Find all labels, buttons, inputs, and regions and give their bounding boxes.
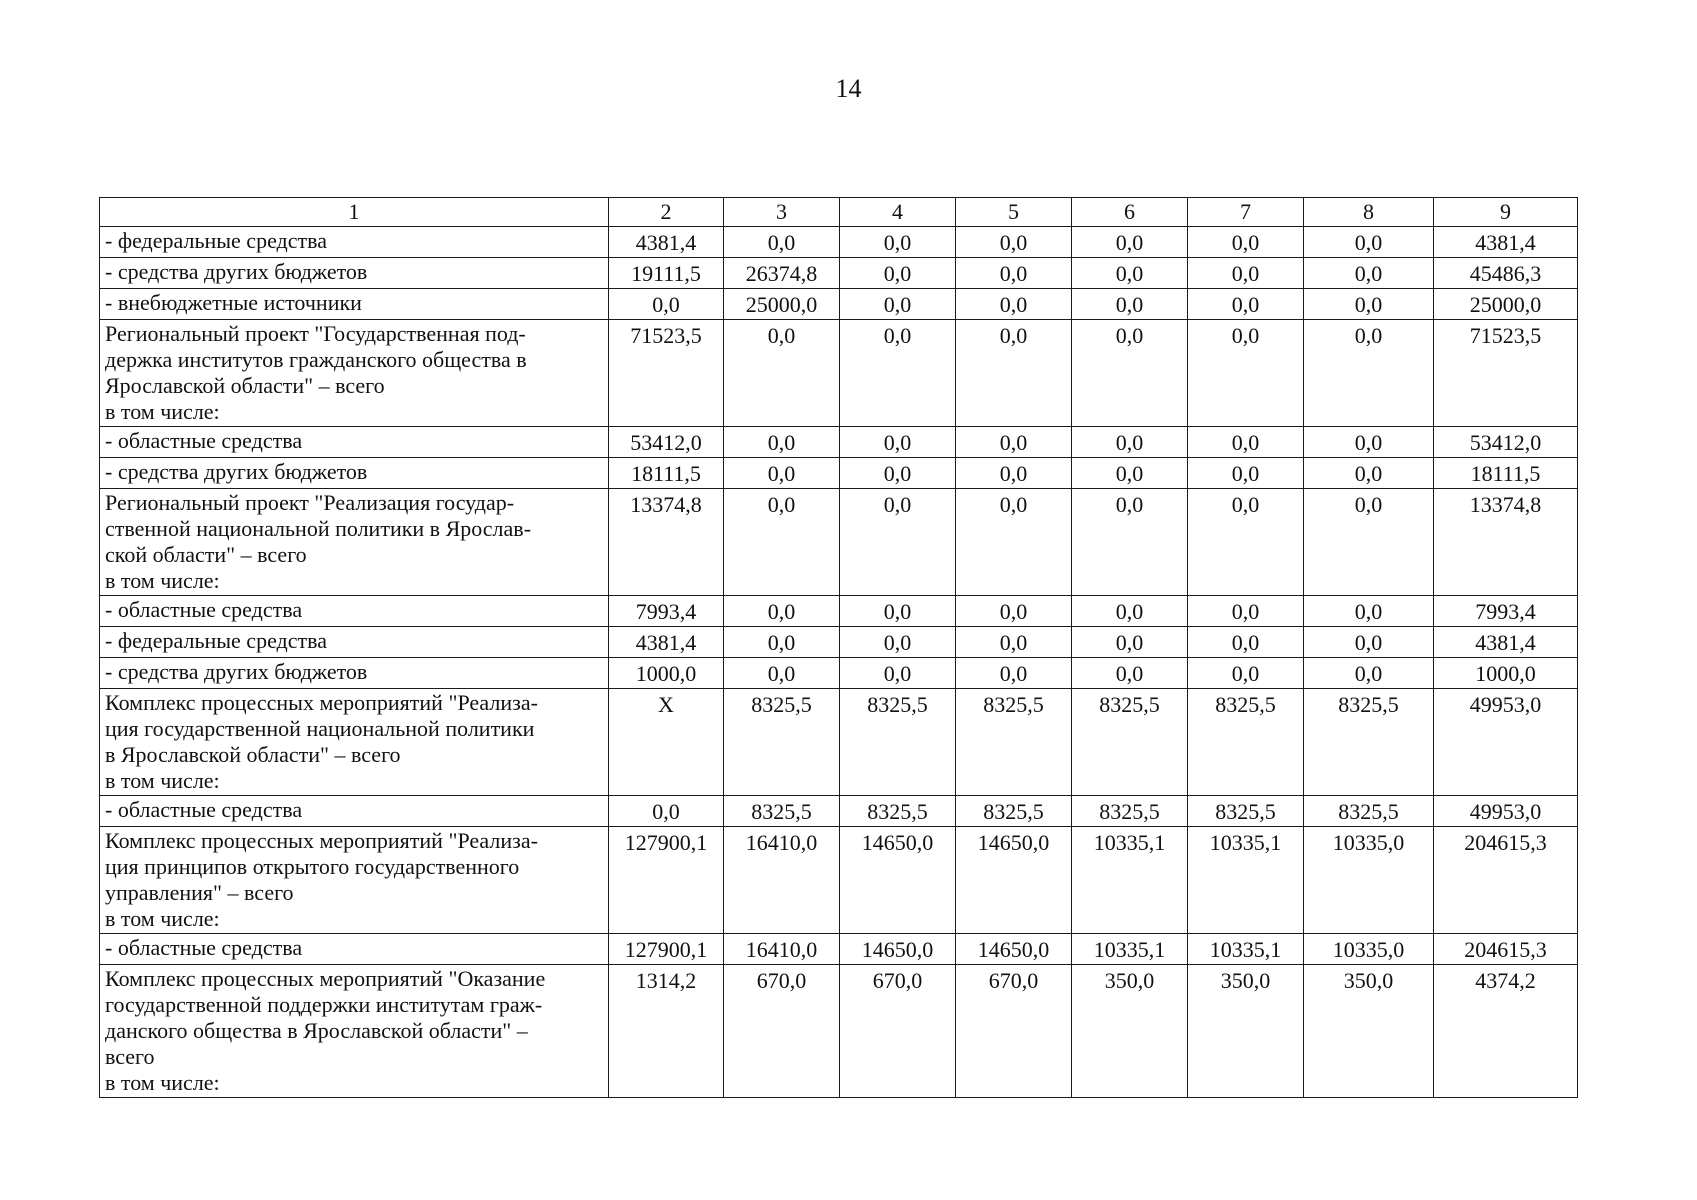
value-cell: 14650,0 — [840, 934, 956, 965]
value-cell: 0,0 — [956, 427, 1072, 458]
row-label-cell: Комплекс процессных мероприятий "Оказание государственной поддержки институтам граж- данского общества в Ярославской области" – всего в том числе: — [100, 965, 609, 1098]
value-cell: 4381,4 — [1434, 627, 1578, 658]
value-cell: 0,0 — [724, 658, 840, 689]
value-cell: 4381,4 — [1434, 227, 1578, 258]
row-label-cell: - областные средства — [100, 796, 609, 827]
value-cell: 49953,0 — [1434, 796, 1578, 827]
value-cell: 53412,0 — [1434, 427, 1578, 458]
value-cell: 8325,5 — [840, 689, 956, 796]
value-cell: 0,0 — [840, 320, 956, 427]
value-cell: 16410,0 — [724, 827, 840, 934]
value-cell: 0,0 — [1304, 258, 1434, 289]
table-row — [100, 827, 1578, 934]
value-cell: 0,0 — [1304, 289, 1434, 320]
value-cell: 8325,5 — [840, 796, 956, 827]
value-cell: 0,0 — [1188, 596, 1304, 627]
value-cell: 0,0 — [956, 658, 1072, 689]
value-cell: 4381,4 — [609, 627, 724, 658]
value-cell: 0,0 — [1188, 627, 1304, 658]
value-cell: 14650,0 — [840, 827, 956, 934]
value-cell: 0,0 — [1304, 427, 1434, 458]
value-cell: 350,0 — [1072, 965, 1188, 1098]
row-label-cell: - внебюджетные источники — [100, 289, 609, 320]
value-cell: 0,0 — [724, 320, 840, 427]
row-label-cell: - средства других бюджетов — [100, 258, 609, 289]
value-cell: 7993,4 — [1434, 596, 1578, 627]
value-cell: 53412,0 — [609, 427, 724, 458]
value-cell: 0,0 — [1072, 627, 1188, 658]
table-row — [100, 427, 1578, 458]
value-cell: 0,0 — [956, 320, 1072, 427]
value-cell: 45486,3 — [1434, 258, 1578, 289]
column-number-row — [100, 198, 1578, 227]
value-cell: 0,0 — [840, 489, 956, 596]
value-cell: 8325,5 — [1304, 796, 1434, 827]
value-cell: 8325,5 — [956, 796, 1072, 827]
value-cell: 0,0 — [724, 427, 840, 458]
table-row — [100, 489, 1578, 596]
column-number-cell: 6 — [1072, 198, 1188, 227]
value-cell: 8325,5 — [1072, 796, 1188, 827]
value-cell: 0,0 — [1072, 258, 1188, 289]
table-row — [100, 689, 1578, 796]
value-cell: 0,0 — [1072, 458, 1188, 489]
row-label-cell: - федеральные средства — [100, 627, 609, 658]
column-number-cell: 4 — [840, 198, 956, 227]
value-cell: 0,0 — [1188, 458, 1304, 489]
value-cell: 0,0 — [1304, 227, 1434, 258]
column-number-cell: 5 — [956, 198, 1072, 227]
value-cell: 0,0 — [1188, 427, 1304, 458]
value-cell: 10335,1 — [1188, 934, 1304, 965]
value-cell: 8325,5 — [1304, 689, 1434, 796]
row-label-cell: - областные средства — [100, 596, 609, 627]
value-cell: 0,0 — [1072, 289, 1188, 320]
value-cell: 10335,1 — [1072, 934, 1188, 965]
row-label-cell: Комплекс процессных мероприятий "Реализа- ция государственной национальной политики в Ярославской области" – всего в том числе: — [100, 689, 609, 796]
value-cell: 670,0 — [956, 965, 1072, 1098]
row-label-cell: - областные средства — [100, 934, 609, 965]
value-cell: 0,0 — [1072, 427, 1188, 458]
value-cell: 0,0 — [1188, 489, 1304, 596]
row-label-cell: - средства других бюджетов — [100, 458, 609, 489]
value-cell: 0,0 — [840, 258, 956, 289]
value-cell: 13374,8 — [609, 489, 724, 596]
value-cell: 127900,1 — [609, 934, 724, 965]
table-row — [100, 796, 1578, 827]
value-cell: 0,0 — [1072, 489, 1188, 596]
column-number-cell: 9 — [1434, 198, 1578, 227]
value-cell: 0,0 — [724, 458, 840, 489]
value-cell: 0,0 — [1188, 320, 1304, 427]
value-cell: 0,0 — [956, 627, 1072, 658]
value-cell: 0,0 — [956, 596, 1072, 627]
value-cell: 25000,0 — [1434, 289, 1578, 320]
column-number-cell: 7 — [1188, 198, 1304, 227]
value-cell: 0,0 — [1188, 258, 1304, 289]
column-number-cell: 1 — [100, 198, 609, 227]
value-cell: 8325,5 — [724, 689, 840, 796]
value-cell: 1000,0 — [1434, 658, 1578, 689]
value-cell: 7993,4 — [609, 596, 724, 627]
column-number-cell: 8 — [1304, 198, 1434, 227]
row-label-cell: - областные средства — [100, 427, 609, 458]
value-cell: 10335,1 — [1072, 827, 1188, 934]
value-cell: 0,0 — [1304, 458, 1434, 489]
table-row — [100, 458, 1578, 489]
value-cell: 670,0 — [724, 965, 840, 1098]
value-cell: 0,0 — [1188, 227, 1304, 258]
value-cell: 1000,0 — [609, 658, 724, 689]
value-cell: 0,0 — [956, 489, 1072, 596]
value-cell: 0,0 — [609, 796, 724, 827]
value-cell: 16410,0 — [724, 934, 840, 965]
table-row — [100, 658, 1578, 689]
value-cell: 0,0 — [1188, 658, 1304, 689]
budget-table — [99, 197, 1578, 1098]
table-row — [100, 320, 1578, 427]
value-cell: 0,0 — [956, 227, 1072, 258]
value-cell: 10335,1 — [1188, 827, 1304, 934]
column-number-cell: 2 — [609, 198, 724, 227]
value-cell: 0,0 — [840, 596, 956, 627]
value-cell: 49953,0 — [1434, 689, 1578, 796]
value-cell: 0,0 — [609, 289, 724, 320]
value-cell: 10335,0 — [1304, 827, 1434, 934]
table-row — [100, 965, 1578, 1098]
table-row — [100, 258, 1578, 289]
row-label-cell: Региональный проект "Реализация государ- ственной национальной политики в Ярослав- ской области" – всего в том числе: — [100, 489, 609, 596]
value-cell: 0,0 — [1072, 658, 1188, 689]
value-cell: 0,0 — [724, 596, 840, 627]
value-cell: 71523,5 — [609, 320, 724, 427]
value-cell: 14650,0 — [956, 934, 1072, 965]
value-cell: 670,0 — [840, 965, 956, 1098]
value-cell: 8325,5 — [1188, 796, 1304, 827]
value-cell: 8325,5 — [1072, 689, 1188, 796]
value-cell: 18111,5 — [1434, 458, 1578, 489]
value-cell: 0,0 — [840, 627, 956, 658]
value-cell: 0,0 — [840, 458, 956, 489]
value-cell: 0,0 — [840, 227, 956, 258]
value-cell: 0,0 — [1188, 289, 1304, 320]
page-number: 14 — [835, 74, 862, 103]
table-row — [100, 596, 1578, 627]
value-cell: 0,0 — [1304, 596, 1434, 627]
value-cell: 204615,3 — [1434, 934, 1578, 965]
value-cell: 204615,3 — [1434, 827, 1578, 934]
value-cell: 8325,5 — [724, 796, 840, 827]
value-cell: 0,0 — [724, 489, 840, 596]
value-cell: 71523,5 — [1434, 320, 1578, 427]
column-number-cell: 3 — [724, 198, 840, 227]
value-cell: 10335,0 — [1304, 934, 1434, 965]
value-cell: 26374,8 — [724, 258, 840, 289]
value-cell: 0,0 — [840, 427, 956, 458]
value-cell: 8325,5 — [956, 689, 1072, 796]
value-cell: 127900,1 — [609, 827, 724, 934]
value-cell: 0,0 — [1304, 627, 1434, 658]
value-cell: 18111,5 — [609, 458, 724, 489]
value-cell: 0,0 — [840, 658, 956, 689]
value-cell: 350,0 — [1188, 965, 1304, 1098]
value-cell: 0,0 — [1072, 596, 1188, 627]
value-cell: 8325,5 — [1188, 689, 1304, 796]
value-cell: 0,0 — [1072, 227, 1188, 258]
value-cell: 0,0 — [956, 258, 1072, 289]
table-row — [100, 627, 1578, 658]
value-cell: 0,0 — [956, 458, 1072, 489]
value-cell: 19111,5 — [609, 258, 724, 289]
value-cell: 13374,8 — [1434, 489, 1578, 596]
value-cell: 0,0 — [956, 289, 1072, 320]
value-cell: 350,0 — [1304, 965, 1434, 1098]
value-cell: 0,0 — [724, 627, 840, 658]
value-cell: 4381,4 — [609, 227, 724, 258]
value-cell: 0,0 — [840, 289, 956, 320]
row-label-cell: - средства других бюджетов — [100, 658, 609, 689]
value-cell: 14650,0 — [956, 827, 1072, 934]
value-cell: 0,0 — [1304, 658, 1434, 689]
value-cell: 0,0 — [724, 227, 840, 258]
value-cell: 0,0 — [1304, 320, 1434, 427]
row-label-cell: - федеральные средства — [100, 227, 609, 258]
table-row — [100, 227, 1578, 258]
table-row — [100, 289, 1578, 320]
value-cell: 25000,0 — [724, 289, 840, 320]
value-cell: 0,0 — [1304, 489, 1434, 596]
value-cell: 1314,2 — [609, 965, 724, 1098]
value-cell: Х — [609, 689, 724, 796]
row-label-cell: Региональный проект "Государственная под- держка институтов гражданского общества в Ярославской области" – всего в том числе: — [100, 320, 609, 427]
table-row — [100, 934, 1578, 965]
value-cell: 0,0 — [1072, 320, 1188, 427]
row-label-cell: Комплекс процессных мероприятий "Реализа- ция принципов открытого государственного управления" – всего в том числе: — [100, 827, 609, 934]
value-cell: 4374,2 — [1434, 965, 1578, 1098]
